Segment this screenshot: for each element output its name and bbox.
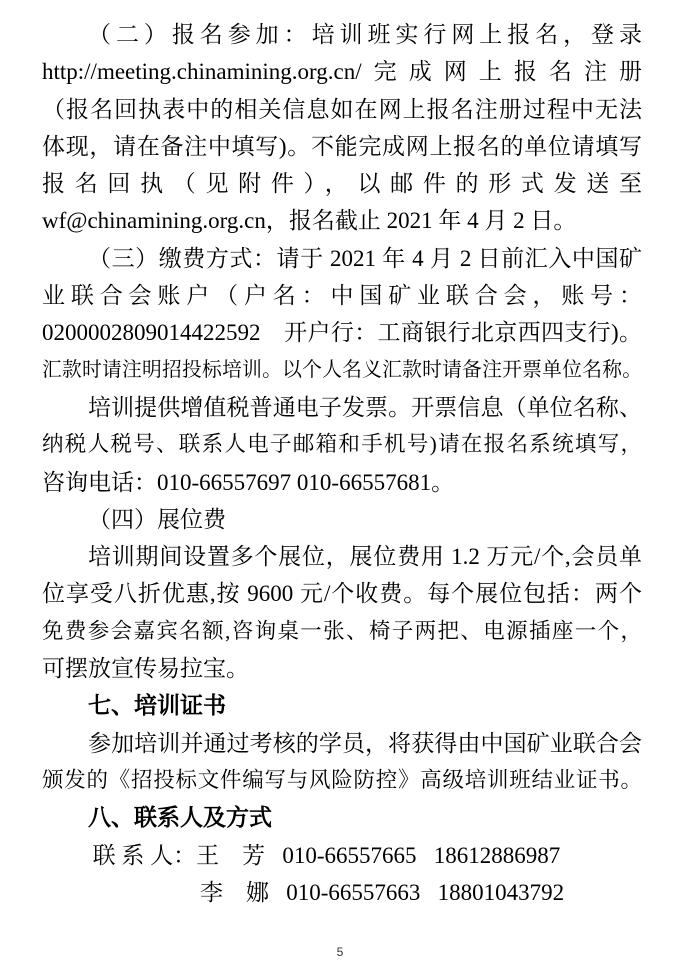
doc-line: 汇款时请注明招投标培训。以个人名义汇款时请备注开票单位名称。 (42, 358, 642, 381)
doc-line: 培训提供增值税普通电子发票。开票信息（单位名称、 (88, 394, 642, 420)
doc-line: 培训期间设置多个展位，展位费用 1.2 万元/个,会员单 (88, 544, 642, 570)
document-body (42, 16, 642, 911)
section-heading-certificate: 七、培训证书 (88, 692, 226, 719)
doc-line: （报名回执表中的相关信息如在网上报名注册过程中无法 (42, 96, 642, 122)
page-number: 5 (336, 945, 344, 959)
page-footer (0, 943, 680, 961)
doc-line: 参加培训并通过考核的学员，将获得由中国矿业联合会 (88, 730, 642, 756)
doc-line: 业联合会账户（户名：中国矿业联合会，账号： (42, 283, 642, 309)
doc-line-subsection: （四）展位费 (88, 506, 226, 532)
doc-line-phone: 咨询电话：010-66557697 010-66557681。 (42, 469, 455, 495)
doc-line-email: wf@chinamining.org.cn，报名截止 2021 年 4 月 2 日。 (42, 208, 577, 234)
doc-line: （二）报名参加：培训班实行网上报名，登录 (88, 22, 642, 47)
doc-line: 可摆放宣传易拉宝。 (42, 656, 249, 682)
doc-line: 颁发的《招投标文件编写与风险防控》高级培训班结业证书。 (42, 767, 642, 792)
contact-line-lina: 李 娜 010-66557663 18801043792 (200, 879, 565, 905)
section-heading-contacts: 八、联系人及方式 (88, 804, 272, 831)
contact-line-wangfang: 联 系 人：王 芳 010-66557665 18612886987 (92, 842, 561, 868)
doc-line: 纳税人税号、联系人电子邮箱和手机号)请在报名系统填写， (42, 432, 642, 457)
doc-line-account-number: 0200002809014422592 开户行：工商银行北京西四支行)。 (42, 320, 642, 346)
doc-line: 免费参会嘉宾名额,咨询桌一张、椅子两把、电源插座一个， (42, 618, 642, 643)
doc-line: 位享受八折优惠,按 9600 元/个收费。每个展位包括：两个 (42, 581, 642, 607)
doc-line: （三）缴费方式：请于 2021 年 4 月 2 日前汇入中国矿 (88, 245, 642, 271)
doc-line-url: http://meeting.chinamining.org.cn/完成网上报名注册 (42, 59, 642, 85)
doc-line: 报名回执（见附件），以邮件的形式发送至 (42, 171, 642, 197)
doc-line: 体现，请在备注中填写)。不能完成网上报名的单位请填写 (42, 133, 642, 159)
